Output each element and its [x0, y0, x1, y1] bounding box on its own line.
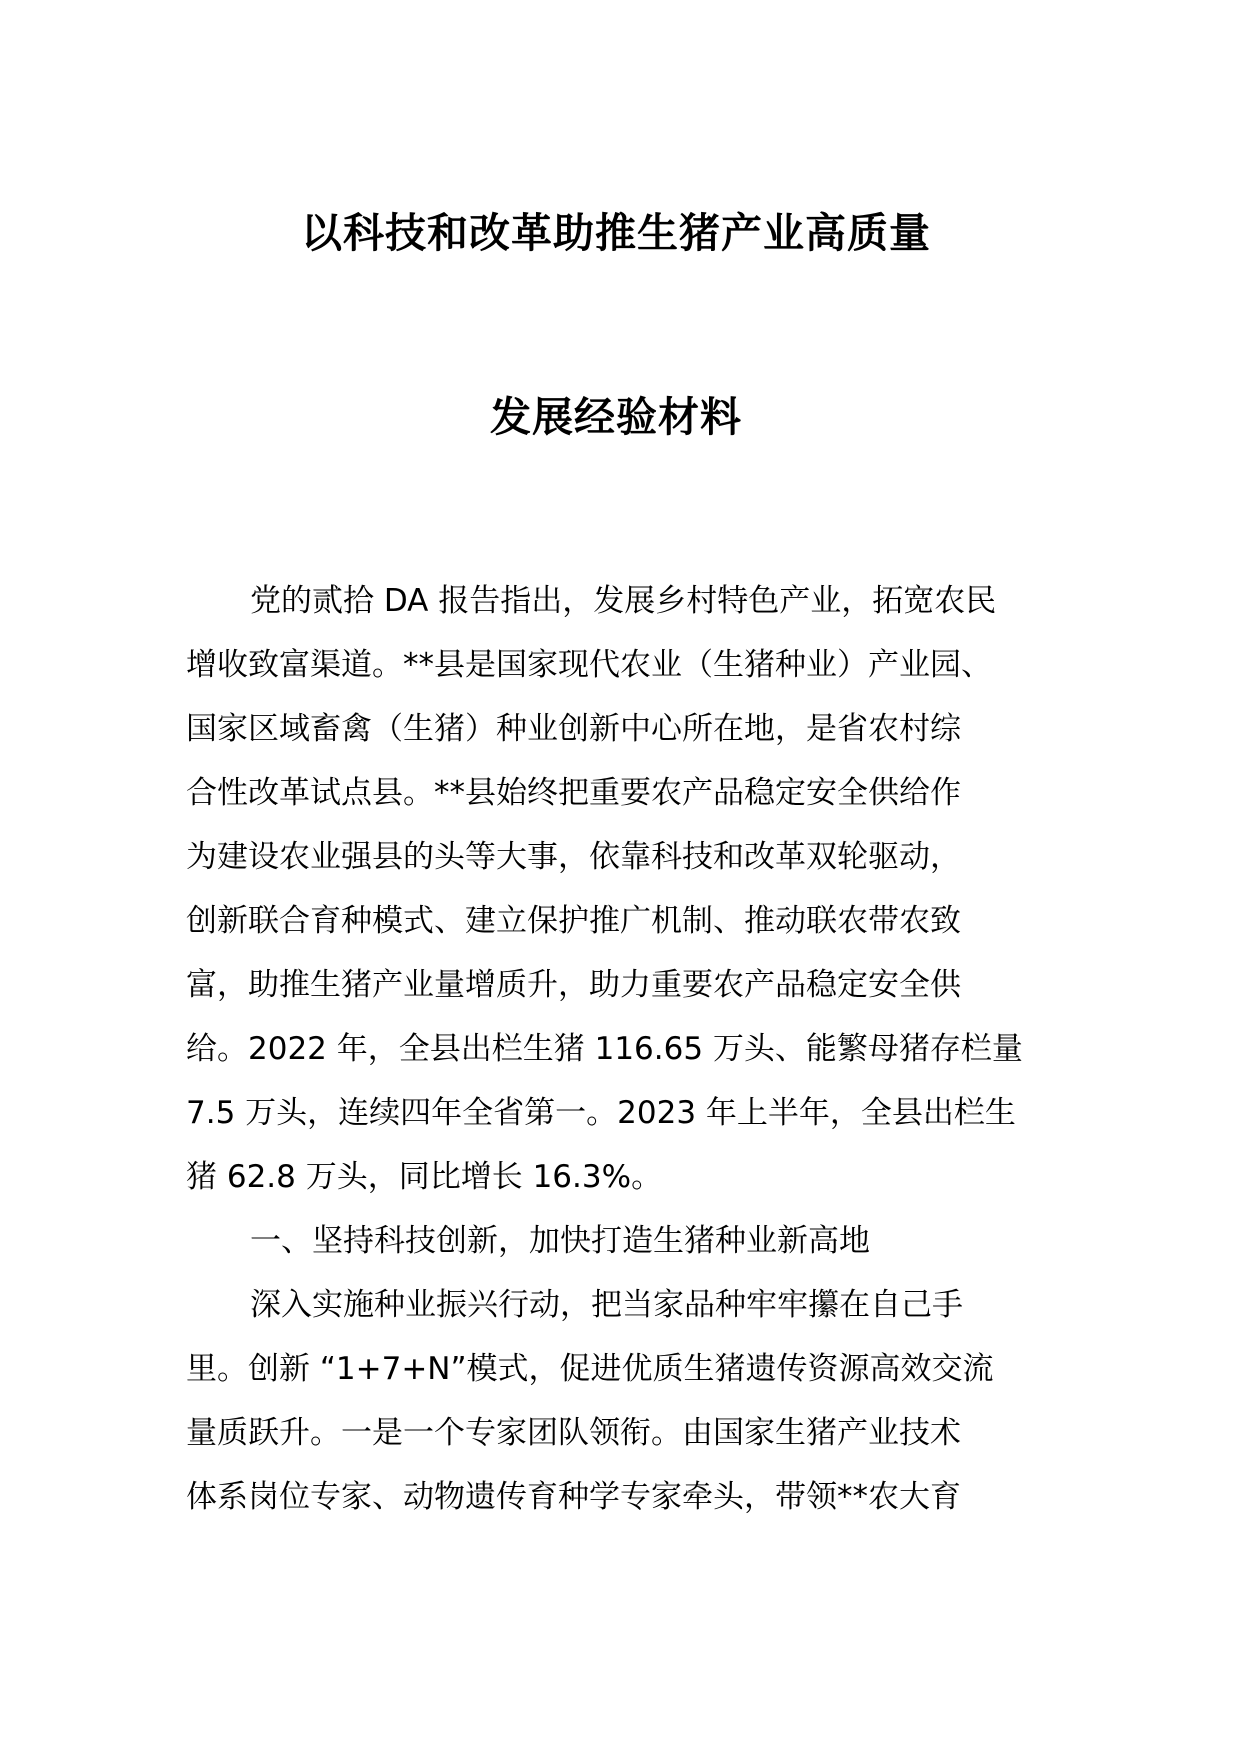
paragraph-1-line-6: 创新联合育种模式、建立保护推广机制、推动联农带农致: [186, 903, 961, 939]
document-title-line-1: 以科技和改革助推生猪产业高质量: [301, 209, 931, 257]
paragraph-1-line-3: 国家区域畜禽（生猪）种业创新中心所在地，是省农村综: [186, 711, 961, 747]
paragraph-1-line-1: 党的贰拾 DA 报告指出，发展乡村特色产业，拓宽农民: [250, 583, 997, 619]
paragraph-1-line-2: 增收致富渠道。**县是国家现代农业（生猪种业）产业园、: [186, 647, 992, 683]
paragraph-1-line-10: 猪 62.8 万头，同比增长 16.3%。: [186, 1159, 663, 1195]
paragraph-1-line-8: 给。2022 年，全县出栏生猪 116.65 万头、能繁母猪存栏量: [186, 1031, 1023, 1067]
paragraph-1-line-5: 为建设农业强县的头等大事，依靠科技和改革双轮驱动，: [186, 839, 961, 875]
paragraph-2-line-3: 量质跃升。一是一个专家团队领衔。由国家生猪产业技术: [186, 1415, 961, 1451]
paragraph-1-line-7: 富，助推生猪产业量增质升，助力重要农产品稳定安全供: [186, 967, 961, 1003]
paragraph-2-line-1: 深入实施种业振兴行动，把当家品种牢牢攥在自己手: [250, 1287, 963, 1323]
document-body: [186, 569, 1056, 1529]
paragraph-2-line-2: 里。创新 “1+7+N”模式，促进优质生猪遗传资源高效交流: [186, 1351, 994, 1387]
document-title-line-2: 发展经验材料: [490, 393, 742, 441]
paragraph-1-line-4: 合性改革试点县。**县始终把重要农产品稳定安全供给作: [186, 775, 961, 811]
paragraph-2-line-4: 体系岗位专家、动物遗传育种学专家牵头，带领**农大育: [186, 1479, 961, 1515]
section-heading-1: 一、坚持科技创新，加快打造生猪种业新高地: [250, 1223, 870, 1259]
paragraph-1-line-9: 7.5 万头，连续四年全省第一。2023 年上半年，全县出栏生: [186, 1095, 1016, 1131]
